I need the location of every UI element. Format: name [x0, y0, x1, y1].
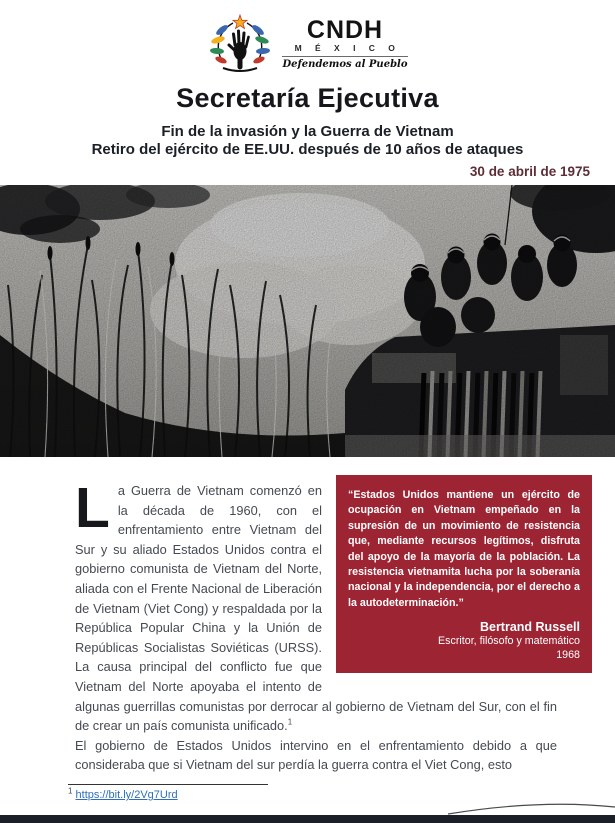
logo-motto: Defendemos al Pueblo	[282, 56, 407, 70]
doc-subtitle-line1: Fin de la invasión y la Guerra de Vietnam	[161, 123, 454, 140]
footer-bar	[0, 815, 615, 823]
cndh-logo	[0, 0, 615, 75]
quote-text: “Estados Unidos mantiene un ejército de ocupación en Vietnam empeñado en la supresión de un movimiento de resistencia que, mediante recursos legítimos, disfruta del apoyo de la mayoría de la población. La resistencia vietnamita lucha por la soberanía nacional y la independencia, por el derecho a la autodeterminación.”	[348, 489, 580, 609]
lead-paragraph-text: a Guerra de Vietnam comenzó en la década de 1960, con el enfrentamiento entre Vietnam del Sur y su aliado Estados Unidos contra el gobierno comunista de Vietnam del Norte, aliada con el Frente Nacional de Liberación de Vietnam (Viet Cong) y respaldada por la República Popular China y la Unión de Repúblicas Socialistas Soviéticas (URSS). La causa principal del conflicto fue que Vietnam del Norte apoyaba el intento de algunas guerrillas comunistas por derrocar al gobierno de Vietnam del Sur, con el fin de crear un país comunista unificado.	[75, 483, 557, 734]
second-paragraph: El gobierno de Estados Unidos intervino en el enfrentamiento debido a que consideraba que si Vietnam del sur perdía la guerra contra el Viet Cong, esto	[75, 737, 557, 773]
quote-year: 1968	[556, 648, 580, 661]
footnote-separator	[68, 784, 268, 785]
doc-subtitle-line2: Retiro del ejército de EE.UU. después de 10 años de ataques	[91, 141, 524, 158]
footer-arc-decoration	[0, 798, 615, 816]
quote-box	[336, 475, 592, 673]
footnote-ref: 1	[287, 717, 293, 727]
quote-attribution	[348, 620, 580, 662]
article	[75, 476, 580, 775]
logo-text	[282, 18, 407, 70]
cndh-emblem-icon	[207, 13, 273, 75]
drop-cap: L	[75, 476, 110, 540]
page-title: Secretaría Ejecutiva	[176, 83, 439, 113]
logo-acronym: CNDH	[306, 16, 384, 44]
doc-subtitle	[0, 123, 615, 159]
footnote-link[interactable]: https://bit.ly/2Vg7Urd	[75, 789, 178, 801]
quote-author: Bertrand Russell	[479, 620, 580, 635]
war-photo	[0, 185, 615, 457]
quote-author-role: Escritor, filósofo y matemático	[438, 635, 580, 648]
logo-country: M É X I C O	[294, 43, 401, 53]
footnote-marker: 1	[68, 786, 73, 796]
doc-date: 30 de abril de 1975	[469, 164, 590, 179]
